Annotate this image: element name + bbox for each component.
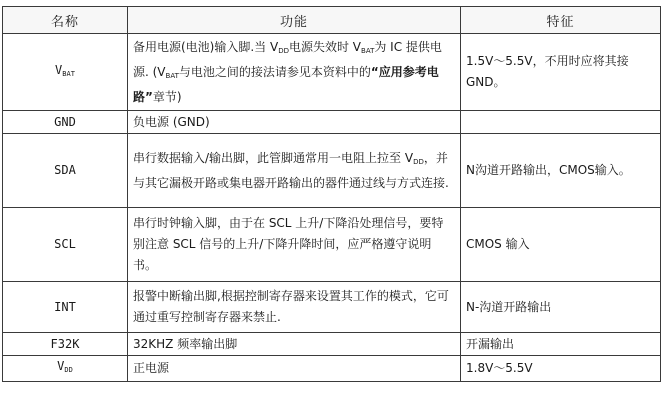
pin-name: F32K bbox=[3, 333, 128, 356]
pin-function: 32KHZ 频率输出脚 bbox=[128, 333, 461, 356]
table-row bbox=[3, 111, 661, 134]
func-text: 备用电源(电池)输入脚.当 V bbox=[133, 39, 279, 54]
pin-name-main: V bbox=[55, 62, 63, 77]
table-row bbox=[3, 34, 661, 111]
pin-feature: 开漏输出 bbox=[461, 333, 661, 356]
pin-name: INT bbox=[3, 282, 128, 333]
pin-feature: N沟道开路输出，CMOS输入。 bbox=[461, 134, 661, 208]
pin-function: 负电源 (GND) bbox=[128, 111, 461, 134]
pin-name-sub: DD bbox=[64, 366, 73, 374]
header-feature: 特征 bbox=[461, 7, 661, 34]
pin-name: SDA bbox=[3, 134, 128, 208]
table-row bbox=[3, 134, 661, 208]
pin-name: GND bbox=[3, 111, 128, 134]
table-row bbox=[3, 333, 661, 356]
func-text: 串行数据输入/输出脚，此管脚通常用一电阻上拉至 V bbox=[133, 150, 414, 165]
func-text: 章节) bbox=[152, 89, 182, 104]
pin-function: 正电源 bbox=[128, 356, 461, 382]
pin-function: 报警中断输出脚,根据控制寄存器来设置其工作的模式，它可通过重写控制寄存器来禁止. bbox=[128, 282, 461, 333]
table-row bbox=[3, 282, 661, 333]
func-sub: DD bbox=[278, 46, 289, 55]
pin-name-sub: BAT bbox=[62, 69, 75, 78]
func-text: 电源失效时 V bbox=[288, 39, 362, 54]
pin-feature: CMOS 输入 bbox=[461, 208, 661, 282]
pin-function: 串行时钟输入脚，由于在 SCL 上升/下降沿处理信号，要特别注意 SCL 信号的上升/下降升降时间，应严格遵守说明书。 bbox=[128, 208, 461, 282]
table-row bbox=[3, 208, 661, 282]
func-text: 与电池之间的接法请参见本资料中的 bbox=[178, 64, 371, 79]
pin-name bbox=[3, 356, 128, 382]
pin-feature: 1.8V～5.5V bbox=[461, 356, 661, 382]
pin-feature: 1.5V～5.5V，不用时应将其接 GND。 bbox=[461, 34, 661, 111]
table-row bbox=[3, 356, 661, 382]
pin-name bbox=[3, 34, 128, 111]
pin-name: SCL bbox=[3, 208, 128, 282]
pin-feature bbox=[461, 111, 661, 134]
header-name: 名称 bbox=[3, 7, 128, 34]
pin-function bbox=[128, 134, 461, 208]
func-sub: BAT bbox=[165, 71, 179, 80]
func-sub: DD bbox=[413, 157, 424, 166]
header-row bbox=[3, 7, 661, 34]
pin-function bbox=[128, 34, 461, 111]
pin-description-table bbox=[2, 6, 661, 382]
func-text: ，并与其它漏极开路或集电器开路输出的器件通过线与方式连接. bbox=[133, 150, 449, 190]
header-function: 功能 bbox=[128, 7, 461, 34]
func-text: 为 IC 提供电源. (V bbox=[133, 39, 442, 79]
pin-feature: N-沟道开路输出 bbox=[461, 282, 661, 333]
func-sub: BAT bbox=[361, 46, 375, 55]
func-bold-text: “应用参考电路” bbox=[133, 64, 439, 104]
pin-name-main: V bbox=[57, 359, 65, 373]
